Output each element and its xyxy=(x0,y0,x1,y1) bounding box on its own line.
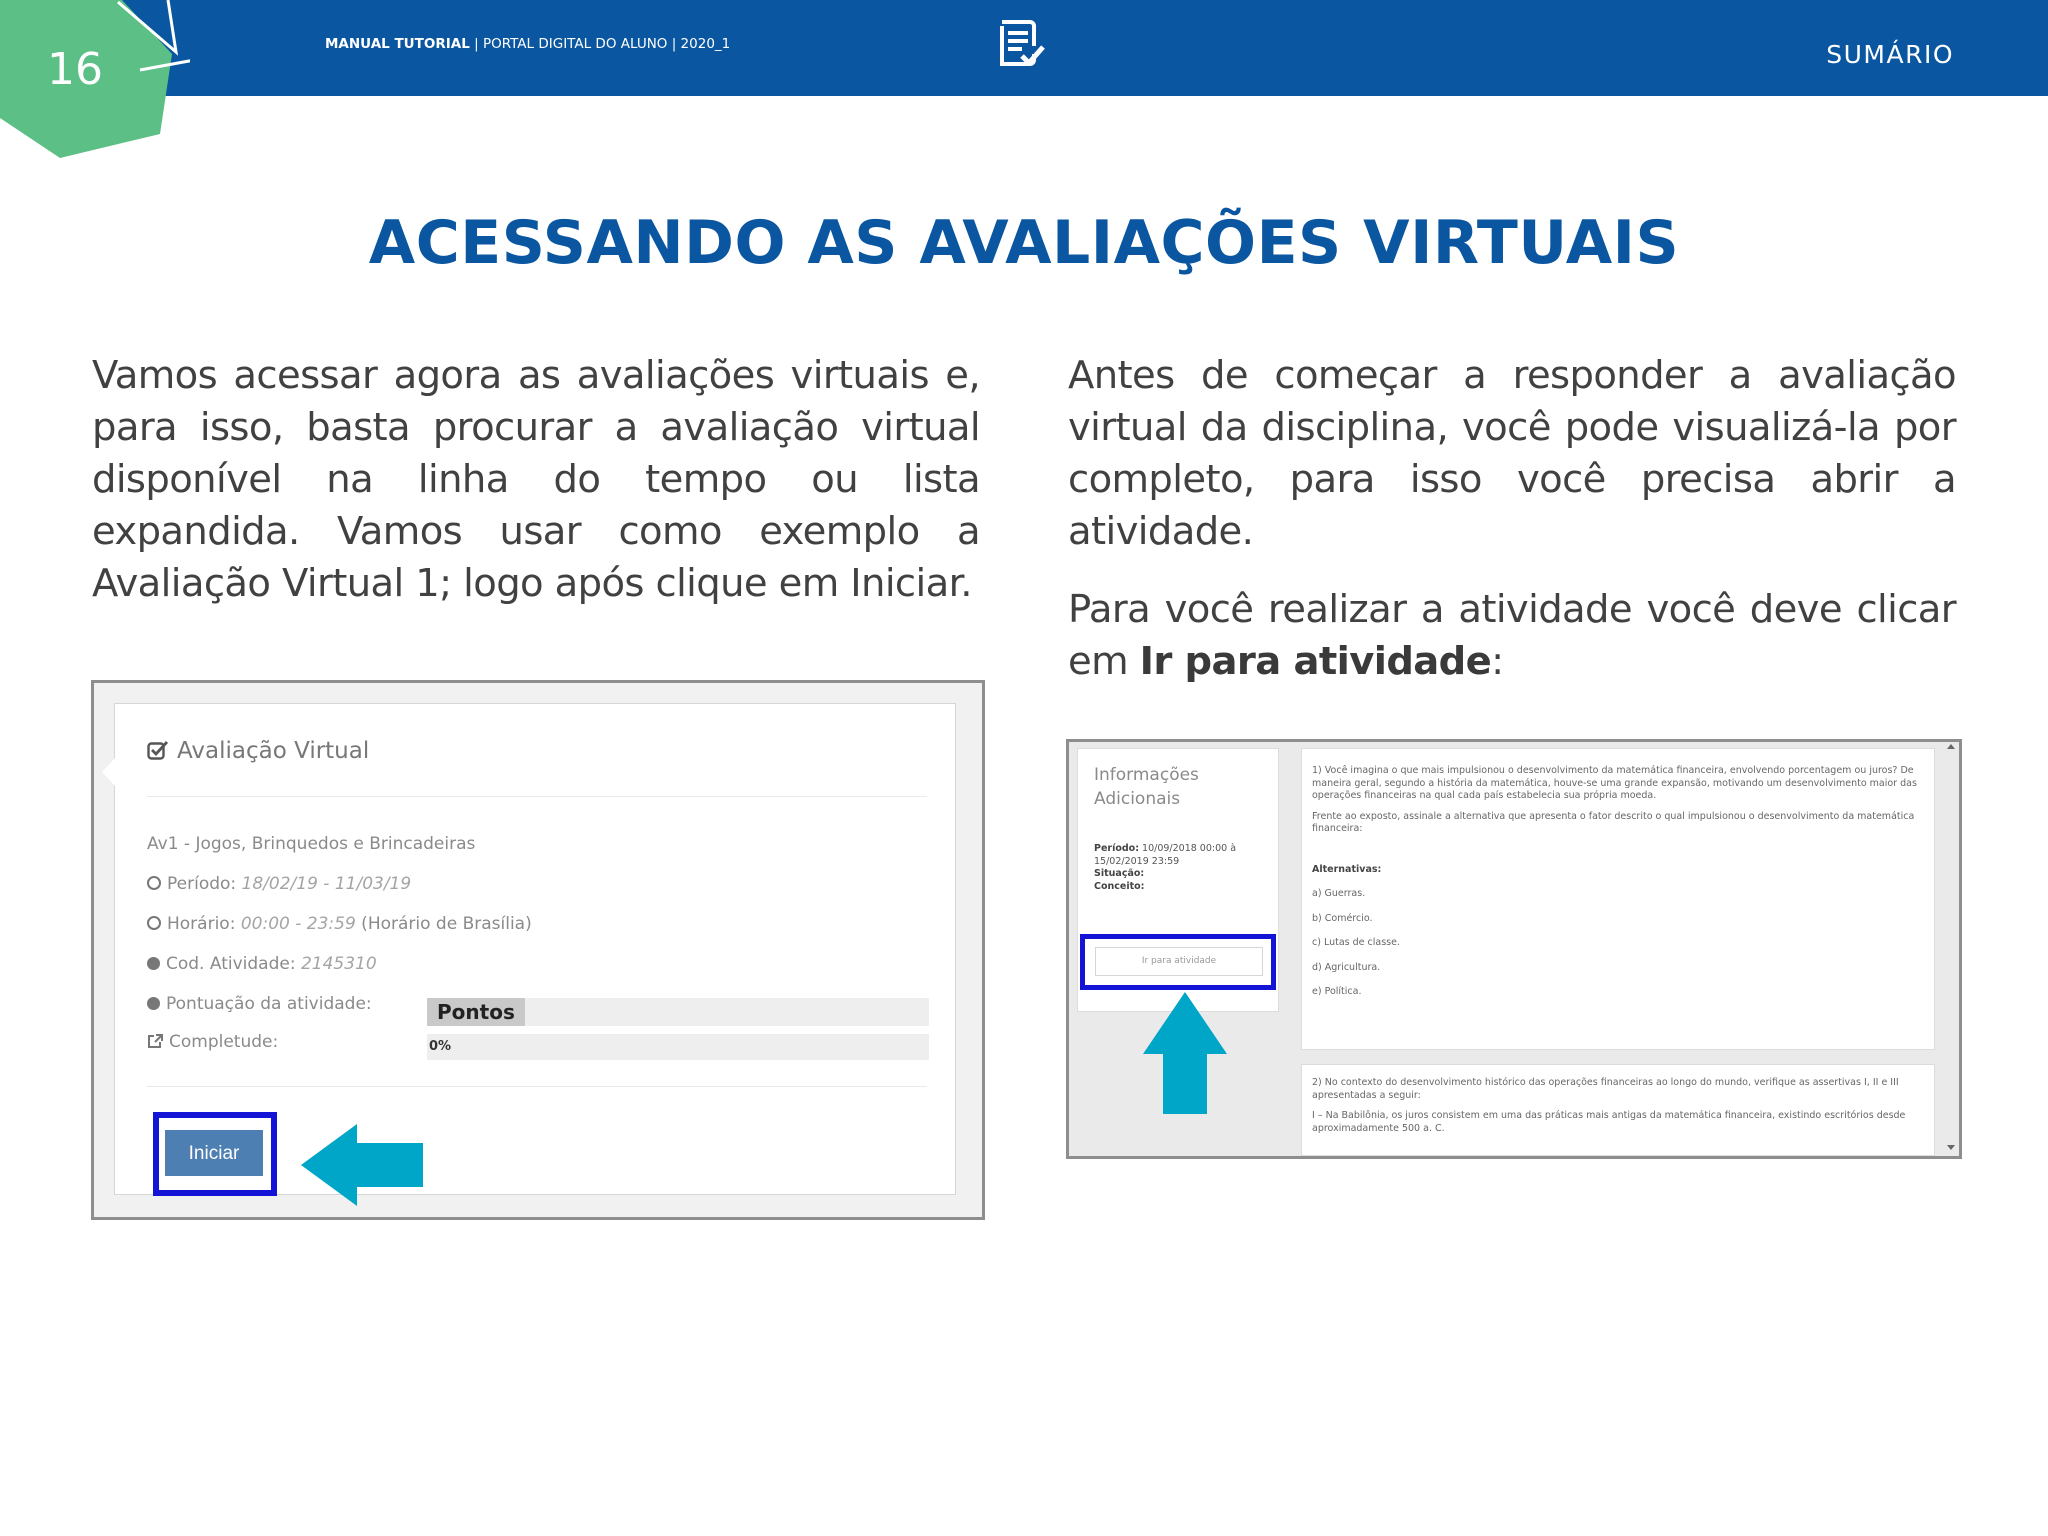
start-button[interactable]: Iniciar xyxy=(165,1130,263,1176)
score-bar xyxy=(427,998,929,1026)
screenshot-go-to-activity xyxy=(1066,739,1962,1159)
alternative-option[interactable]: d) Agricultura. xyxy=(1312,961,1381,973)
card-notch xyxy=(102,758,115,786)
question-2-item: I – Na Babilônia, os juros consistem em uma das práticas mais antigas da matemática financeira, existindo escritórios desde aproximadamente 500 a. C. xyxy=(1312,1110,1906,1134)
completion-value: 0% xyxy=(429,1039,452,1054)
assessment-card xyxy=(114,703,956,1195)
scroll-down-arrow[interactable] xyxy=(1947,1145,1955,1150)
page-number: 16 xyxy=(47,44,103,95)
score-label: Pontuação da atividade: xyxy=(166,994,372,1014)
question-1-card xyxy=(1301,748,1935,1050)
clock-icon xyxy=(147,876,161,890)
info-title: Informações Adicionais xyxy=(1094,765,1199,809)
code-value: 2145310 xyxy=(300,954,377,974)
arrow-up-icon xyxy=(1143,992,1227,1114)
question-1-text: 1) Você imagina o que mais impulsionou o desenvolvimento da matemática financeira, envolvendo porcentagem ou juros? De maneira geral, segundo a história da matemática, houve-se uma grande expansão, motivando um desenvolvimento maior das operações financeiras na qual cada país estabelecia sua própria moeda. xyxy=(1312,765,1917,801)
question-1-prompt: Frente ao exposto, assinale a alternativa que apresenta o fator descrito o qual impulsionou o desenvolvimento da matemática financeira: xyxy=(1312,810,1915,834)
completion-bar xyxy=(427,1034,929,1060)
period-row xyxy=(147,874,411,894)
manual-title-bold: MANUAL TUTORIAL xyxy=(325,36,470,52)
info-icon xyxy=(147,957,160,970)
period-value: 18/02/19 - 11/03/19 xyxy=(241,874,412,894)
question-2-card xyxy=(1301,1064,1935,1156)
divider xyxy=(147,796,927,797)
divider xyxy=(147,1086,927,1087)
alternative-option[interactable]: b) Comércio. xyxy=(1312,912,1373,924)
assessment-heading xyxy=(147,738,369,764)
question-1-body xyxy=(1312,765,1920,999)
right-paragraph-1: Antes de começar a responder a avaliação virtual da disciplina, você pode visualizá-la por completo, para isso você precisa abrir a atividade. xyxy=(1068,353,1956,554)
completion-row xyxy=(147,1032,278,1052)
right-paragraph-2-bold: Ir para atividade xyxy=(1139,639,1492,684)
alternative-option[interactable]: e) Política. xyxy=(1312,986,1362,997)
page-title: ACESSANDO AS AVALIAÇÕES VIRTUAIS xyxy=(368,208,1680,278)
external-link-icon xyxy=(147,1034,163,1049)
right-paragraph-2-suffix: : xyxy=(1491,639,1504,684)
right-paragraph-2 xyxy=(1068,584,1956,688)
alternative-option[interactable]: c) Lutas de classe. xyxy=(1312,937,1400,948)
completion-label: Completude: xyxy=(169,1032,279,1052)
checkbox-icon xyxy=(147,740,169,760)
code-label: Cod. Atividade: xyxy=(166,954,301,974)
manual-title-rest: | PORTAL DIGITAL DO ALUNO | 2020_1 xyxy=(469,36,731,52)
manual-title xyxy=(325,36,730,52)
clock-icon xyxy=(147,916,161,930)
activity-name: Av1 - Jogos, Brinquedos e Brincadeiras xyxy=(147,834,476,854)
right-column xyxy=(1068,350,1956,688)
document-check-icon xyxy=(996,18,1048,70)
assessment-heading-text: Avaliação Virtual xyxy=(177,738,370,764)
time-value: 00:00 - 23:59 xyxy=(240,914,356,934)
time-row xyxy=(147,914,532,934)
go-to-activity-button[interactable]: Ir para atividade xyxy=(1095,947,1263,976)
time-suffix: (Horário de Brasília) xyxy=(355,914,532,934)
scroll-up-arrow[interactable] xyxy=(1947,744,1955,749)
time-label: Horário: xyxy=(167,914,241,934)
code-row xyxy=(147,954,377,974)
question-2-body xyxy=(1312,1077,1920,1135)
right-paragraph-2-text: Para você realizar a atividade você deve clicar em xyxy=(1068,587,1956,684)
alternatives-label-text: Alternativas: xyxy=(1312,863,1382,875)
info-meta xyxy=(1094,843,1272,893)
screenshot-virtual-assessment xyxy=(91,680,985,1220)
alternative-option[interactable]: a) Guerras. xyxy=(1312,888,1366,899)
period-value: 10/09/2018 00:00 à 15/02/2019 23:59 xyxy=(1094,843,1237,867)
period-label: Período: xyxy=(167,874,242,894)
score-row xyxy=(147,994,372,1014)
summary-link[interactable]: SUMÁRIO xyxy=(1826,40,1954,69)
arrow-left-icon xyxy=(301,1124,423,1206)
status-label: Situação: xyxy=(1094,868,1145,879)
score-bar-label: Pontos xyxy=(427,998,525,1026)
alternatives-label xyxy=(1312,864,1920,877)
period-label: Período: xyxy=(1094,843,1139,854)
info-icon xyxy=(147,997,160,1010)
question-2-text: 2) No contexto do desenvolvimento histórico das operações financeiras ao longo do mundo, verifique as assertivas I, II e III apresentadas a seguir: xyxy=(1312,1077,1899,1101)
left-paragraph: Vamos acessar agora as avaliações virtuais e, para isso, basta procurar a avaliação virtual disponível na linha do tempo ou lista expandida. Vamos usar como exemplo a Avaliação Virtual 1; logo após clique em Iniciar. xyxy=(92,353,980,606)
left-column xyxy=(92,350,980,610)
grade-label: Conceito: xyxy=(1094,880,1145,892)
